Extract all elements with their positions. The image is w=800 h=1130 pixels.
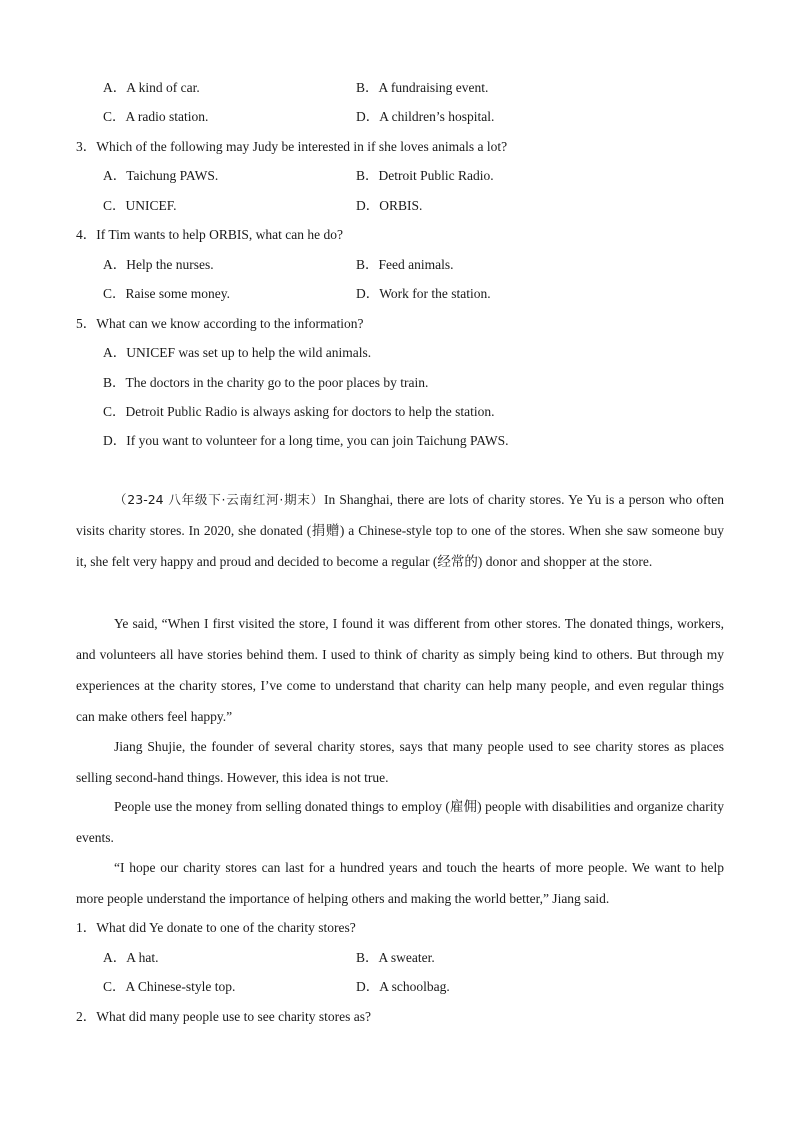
passage-paragraph-1	[76, 484, 724, 577]
question-3: 3．Which of the following may Judy be interested in if she loves animals a lot?	[76, 139, 508, 154]
option-b: B．Feed animals.	[356, 257, 454, 272]
option-c: C．A radio station.	[103, 109, 209, 124]
option-a: A．Taichung PAWS.	[103, 168, 219, 183]
option-b: B．A sweater.	[356, 950, 435, 965]
passage-paragraph-5: “I hope our charity stores can last for a hundred years and touch the hearts of more people. We want to help more people understand the importance of helping others and making the world better,” Jiang said.	[76, 860, 724, 906]
option-c: C．UNICEF.	[103, 198, 177, 213]
question-1: 1．What did Ye donate to one of the charity stores?	[76, 920, 356, 935]
passage-paragraph-2: Ye said, “When I first visited the store, I found it was different from other stores. The donated things, workers, and volunteers all have stories behind them. I used to think of charity as simply being kind to others. But through my experiences at the charity stores, I’ve come to understand that charity can help many people, and even regular things can make others feel happy.”	[76, 616, 724, 724]
option-a: A．A hat.	[103, 950, 159, 965]
option-d: D．If you want to volunteer for a long time, you can join Taichung PAWS.	[103, 433, 509, 448]
option-b: B．A fundraising event.	[356, 80, 489, 95]
option-b: B．The doctors in the charity go to the poor places by train.	[103, 375, 429, 390]
question-5: 5．What can we know according to the information?	[76, 316, 364, 331]
passage-paragraph-4: People use the money from selling donated things to employ (雇佣) people with disabilities and organize charity events.	[76, 799, 724, 845]
passage-paragraph-3: Jiang Shujie, the founder of several charity stores, says that many people used to see charity stores as places selling second-hand things. However, this idea is not true.	[76, 739, 724, 785]
paragraph-text: In Shanghai, there are lots of charity stores. Ye Yu is a person who often visits charity stores. In 2020, she donated (捐赠) a Chinese-style top to one of the stores. When she saw someone buy it, she felt very happy and proud and decided to become a regular (经常的) donor and shopper at the store.	[76, 492, 725, 569]
option-a: A．UNICEF was set up to help the wild animals.	[103, 345, 372, 360]
option-d: D．A children’s hospital.	[356, 109, 495, 124]
option-d: D．Work for the station.	[356, 286, 491, 301]
question-4: 4．If Tim wants to help ORBIS, what can he do?	[76, 227, 343, 242]
option-c: C．Raise some money.	[103, 286, 230, 301]
option-c: C．A Chinese-style top.	[103, 979, 236, 994]
option-c: C．Detroit Public Radio is always asking for doctors to help the station.	[103, 404, 495, 419]
option-a: A．A kind of car.	[103, 80, 200, 95]
option-d: D．ORBIS.	[356, 198, 423, 213]
question-2: 2．What did many people use to see charity stores as?	[76, 1009, 372, 1024]
option-b: B．Detroit Public Radio.	[356, 168, 494, 183]
option-d: D．A schoolbag.	[356, 979, 450, 994]
passage-source: （23-24 八年级下·云南红河·期末）	[114, 492, 324, 507]
option-a: A．Help the nurses.	[103, 257, 214, 272]
